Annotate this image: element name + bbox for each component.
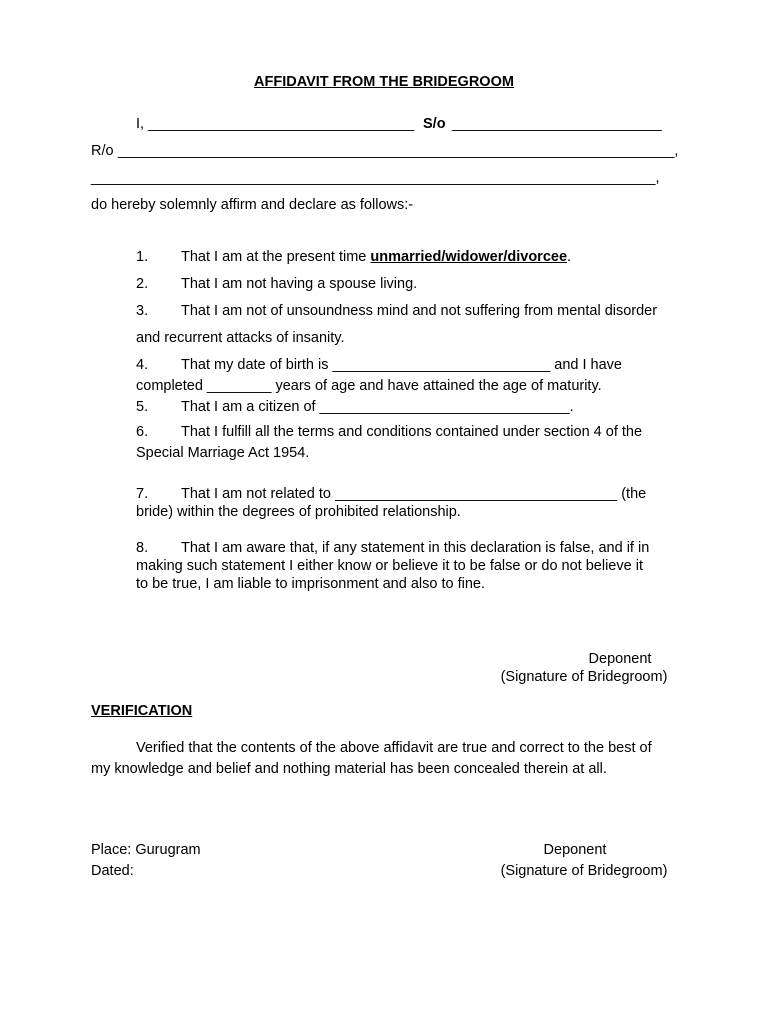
list-item-8 [136, 539, 678, 557]
item-number: 8. [136, 540, 149, 556]
address-blank-2: ______________________________________________________________________, [91, 170, 660, 186]
item-number: 3. [136, 303, 149, 319]
document-title: AFFIDAVIT FROM THE BRIDEGROOM [254, 74, 514, 90]
marital-status-options: unmarried/widower/divorcee [370, 249, 568, 265]
item-number: 2. [136, 276, 149, 292]
deponent-label: Deponent [588, 651, 652, 667]
verification-text-1: Verified that the contents of the above affidavit are true and correct to the best of [136, 740, 652, 756]
list-item-1 [136, 248, 678, 266]
item-text: That I fulfill all the terms and conditions contained under section 4 of the [181, 424, 643, 440]
item-number: 7. [136, 486, 149, 502]
list-item-3-continued: and recurrent attacks of insanity. [136, 330, 345, 346]
item-number: 5. [136, 399, 149, 415]
so-label: S/o [423, 116, 446, 132]
declare-statement: do hereby solemnly affirm and declare as follows:- [91, 197, 414, 213]
ro-label: R/o [91, 143, 114, 159]
list-item-4 [136, 356, 678, 374]
list-item-7-continued: bride) within the degrees of prohibited relationship. [136, 504, 461, 520]
item-text: That I am a citizen of _______________________________. [181, 399, 574, 415]
father-name-blank: __________________________ [452, 116, 662, 132]
intro-i-label: I, [136, 116, 145, 132]
item-text: That my date of birth is ___________________________ and I have [181, 357, 622, 373]
item-text: That I am not related to ___________________________________ (the [181, 486, 647, 502]
footer-deponent-label: Deponent [543, 842, 607, 858]
list-item-8-continued-1: making such statement I either know or believe it to be false or do not believe it [136, 558, 643, 574]
dated-label: Dated: [91, 863, 134, 879]
item-text: That I am not having a spouse living. [181, 276, 418, 292]
list-item-6 [136, 423, 678, 441]
list-item-2 [136, 275, 678, 293]
item-number: 1. [136, 249, 149, 265]
address-blank-1: _____________________________________________________________________, [118, 143, 679, 159]
deponent-signature-label: (Signature of Bridegroom) [500, 669, 668, 685]
footer-signature-label: (Signature of Bridegroom) [500, 863, 668, 879]
item-text: That I am not of unsoundness mind and not suffering from mental disorder [181, 303, 658, 319]
verification-heading: VERIFICATION [91, 703, 193, 719]
item-suffix: . [567, 249, 572, 265]
item-number: 6. [136, 424, 149, 440]
item-text: That I am aware that, if any statement in this declaration is false, and if in [181, 540, 650, 556]
item-text: That I am at the present time [181, 249, 371, 265]
list-item-3 [136, 302, 678, 320]
list-item-6-continued: Special Marriage Act 1954. [136, 445, 310, 461]
list-item-5 [136, 398, 678, 416]
list-item-7 [136, 485, 678, 503]
list-item-8-continued-2: to be true, I am liable to imprisonment and also to fine. [136, 576, 485, 592]
verification-text-2: my knowledge and belief and nothing material has been concealed therein at all. [91, 761, 607, 777]
list-item-4-continued: completed ________ years of age and have attained the age of maturity. [136, 378, 602, 394]
item-number: 4. [136, 357, 149, 373]
name-blank: _________________________________ [148, 116, 415, 132]
place-label: Place: Gurugram [91, 842, 201, 858]
